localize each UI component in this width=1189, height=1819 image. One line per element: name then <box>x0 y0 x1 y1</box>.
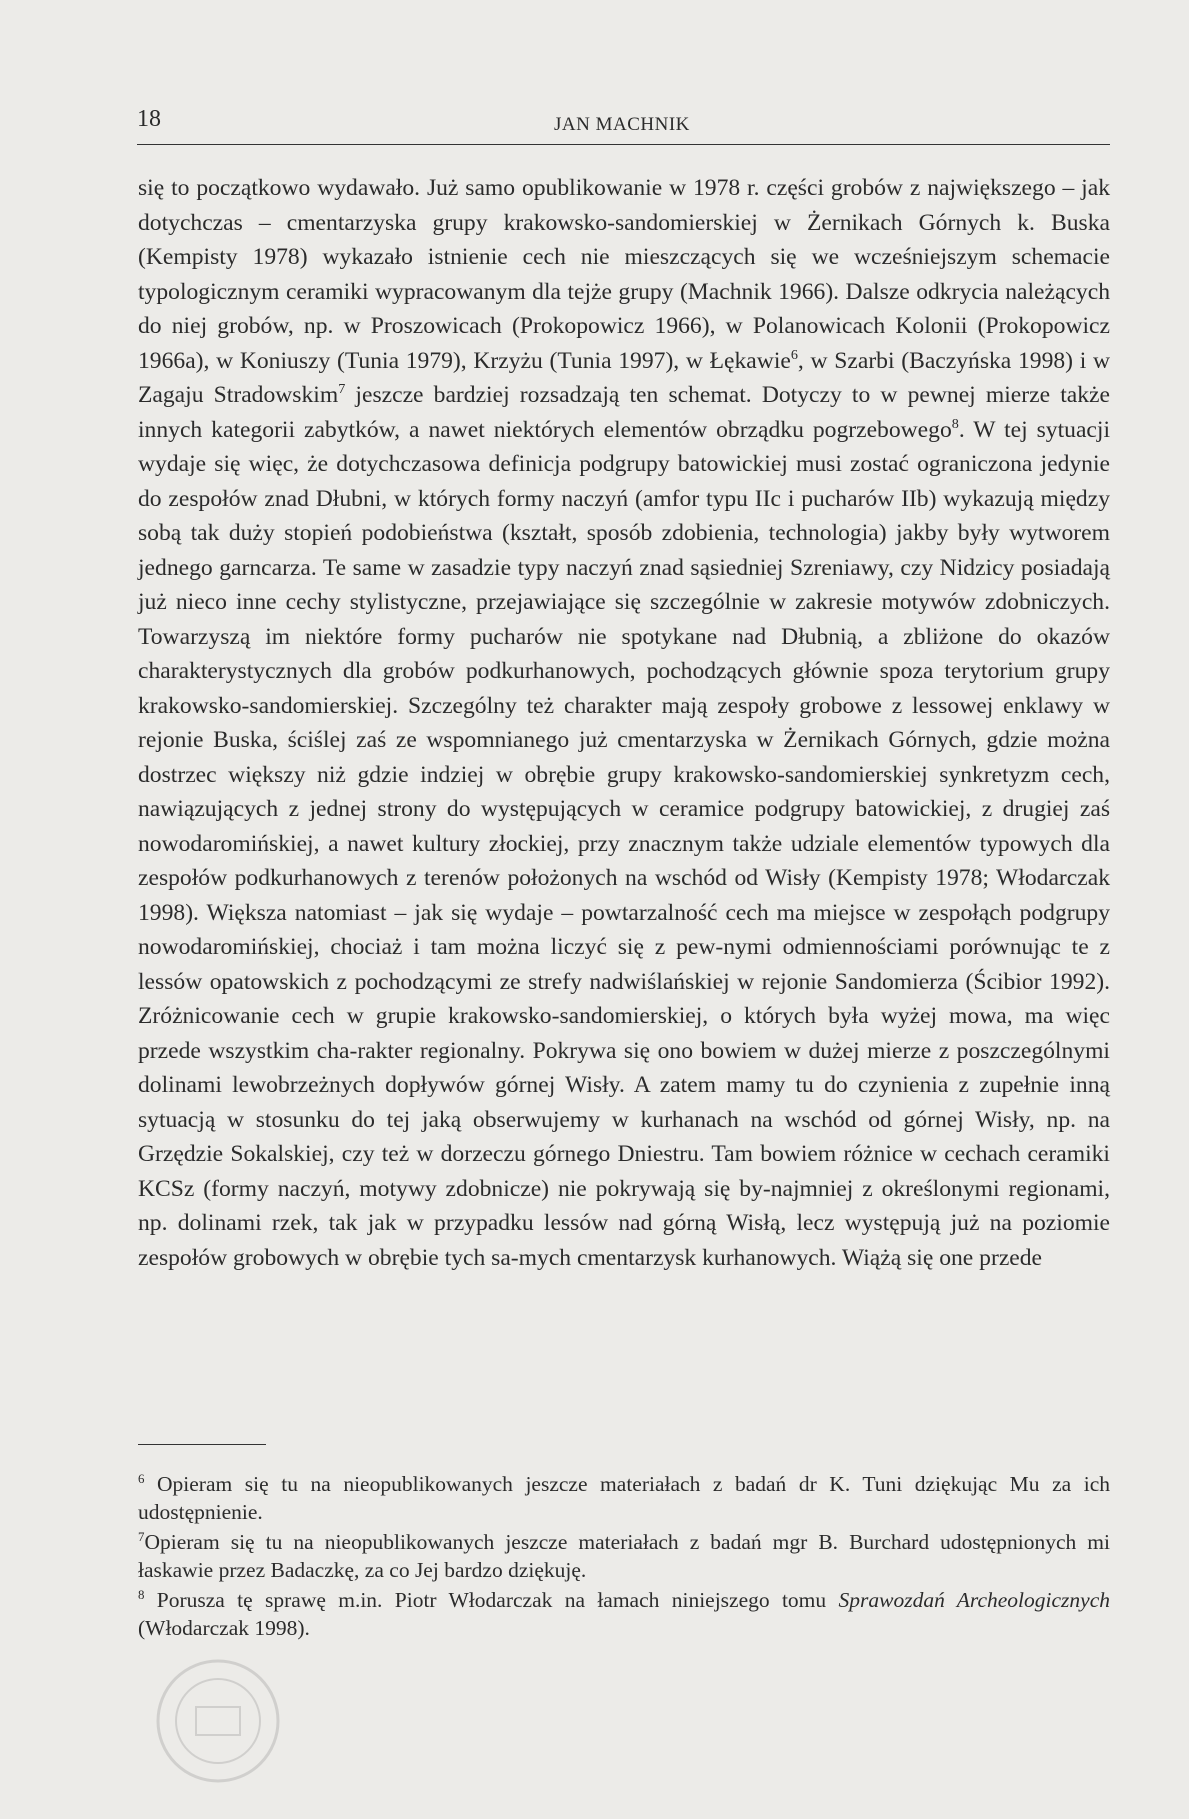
body-span-3: jeszcze bardziej rozsadzają ten schemat. Dotyczy to w pewnej mierze także innych kategorii zabytków, a nawet niektórych elementów obrządku pogrzebowego <box>138 382 1110 443</box>
footnote-8 <box>138 1586 1110 1642</box>
footnote-text: Porusza tę sprawę m.in. Piotr Włodarczak na łamach niniejszego tomu <box>156 1588 839 1612</box>
footnote-mark: 6 <box>138 1471 145 1486</box>
footnote-text: (Włodarczak 1998). <box>138 1616 310 1640</box>
footnote-mark: 7 <box>138 1529 145 1544</box>
footnote-text: Opieram się tu na nieopublikowanych jeszcze materiałach z badań dr K. Tuni dziękując Mu za ich udostępnienie. <box>138 1472 1110 1524</box>
footnote-ref-8[interactable]: 8 <box>951 415 959 432</box>
footnote-divider <box>138 1444 266 1445</box>
footnote-ref-6[interactable]: 6 <box>790 346 798 363</box>
footnotes <box>138 1470 1110 1644</box>
body-span-2: , w Szarbi (Baczyńska 1998) i w Zagaju Stradowskim <box>138 347 1110 408</box>
footnote-text: Opieram się tu na nieopublikowanych jeszcze materiałach z badań mgr B. Burchard udostępnionych mi łaskawie przez Badaczkę, za co Jej bardzo dziękuję. <box>138 1530 1110 1582</box>
body-text <box>138 171 1110 1275</box>
footnote-mark: 8 <box>138 1587 145 1602</box>
journal-title: Sprawozdań Archeologicznych <box>838 1588 1110 1612</box>
body-paragraph <box>138 171 1110 1275</box>
footnote-6 <box>138 1470 1110 1526</box>
library-stamp-icon <box>152 1655 284 1787</box>
footnote-7 <box>138 1528 1110 1584</box>
page-header <box>137 104 1110 145</box>
footnote-ref-7[interactable]: 7 <box>338 381 346 398</box>
body-span-4: . W tej sytuacji wydaje się więc, że dotychczasowa definicja podgrupy batowickiej musi zostać ograniczona jedynie do zespołów znad Dłubni, w których formy naczyń (amfor typu IIc i pucharów IIb) wykazują między sobą tak duży stopień podobieństwa (kształt, sposób zdobienia, technologia) jakby były wytworem jednego garncarza. Te same w zasadzie typy naczyń znad sąsiedniej Szreniawy, czy Nidzicy posiadają już nieco inne cechy stylistyczne, przejawiające się szczególnie w zakresie motywów zdobniczych. Towarzyszą im niektóre formy pucharów nie spotykane nad Dłubnią, a zbliżone do okazów charakterystycznych dla grobów podkurhanowych, pochodzących głównie spoza terytorium grupy krakowsko-sandomierskiej. Szczególny też charakter mają zespoły grobowe z lessowej enklawy w rejonie Buska, ściślej zaś ze wspomnianego już cmentarzyska w Żernikach Górnych, gdzie można dostrzec większy niż gdzie indziej w obrębie grupy krakowsko-sandomierskiej synkretyzm cech, nawiązujących z jednej strony do występujących w ceramice podgrupy batowickiej, z drugiej zaś nowodaromińskiej, a nawet kultury złockiej, przy znacznym także udziale elementów typowych dla zespołów podkurhanowych z terenów położonych na wschód od Wisły (Kempisty 1978; Włodarczak 1998). Większa natomiast – jak się wydaje – powtarzalność cech ma miejsce w zespołąch podgrupy nowodaromińskiej, chociaż i tam można liczyć się z pew-nymi odmiennościami porównując te z lessów opatowskich z pochodzącymi ze strefy nadwiślańskiej w rejonie Sandomierza (Ścibior 1992). Zróżnicowanie cech w grupie krakowsko-sandomierskiej, o których była wyżej mowa, ma więc przede wszystkim cha-rakter regionalny. Pokrywa się ono bowiem w dużej mierze z poszczególnymi dolinami lewobrzeżnych dopływów górnej Wisły. A zatem mamy tu do czynienia z zupełnie inną sytuacją w stosunku do tej jaką obserwujemy w kurhanach na wschód od górnej Wisły, np. na Grzędzie Sokalskiej, czy też w dorzeczu górnego Dniestru. Tam bowiem różnice w cechach ceramiki KCSz (formy naczyń, motywy zdobnicze) nie pokrywają się by-najmniej z określonymi regionami, np. dolinami rzek, tak jak w przypadku lessów nad górną Wisłą, lecz występują już na poziomie zespołów grobowych w obrębie tych sa-mych cmentarzysk kurhanowych. Wiążą się one przede <box>138 416 1110 1271</box>
body-span-1: się to początkowo wydawało. Już samo opublikowanie w 1978 r. części grobów z największego – jak dotychczas – cmentarzyska grupy krakowsko-sandomierskiej w Żernikach Górnych k. Buska (Kempisty 1978) wykazało istnienie cech nie mieszczących się we wcześniejszym schemacie typologicznym ceramiki wypracowanym dla tejże grupy (Machnik 1966). Dalsze odkrycia należących do niej grobów, np. w Proszowicach (Prokopowicz 1966), w Polanowicach Kolonii (Prokopowicz 1966a), w Koniuszy (Tunia 1979), Krzyżu (Tunia 1997), w Łękawie <box>138 175 1110 374</box>
page-number: 18 <box>137 106 161 132</box>
running-head: JAN MACHNIK <box>554 114 690 135</box>
